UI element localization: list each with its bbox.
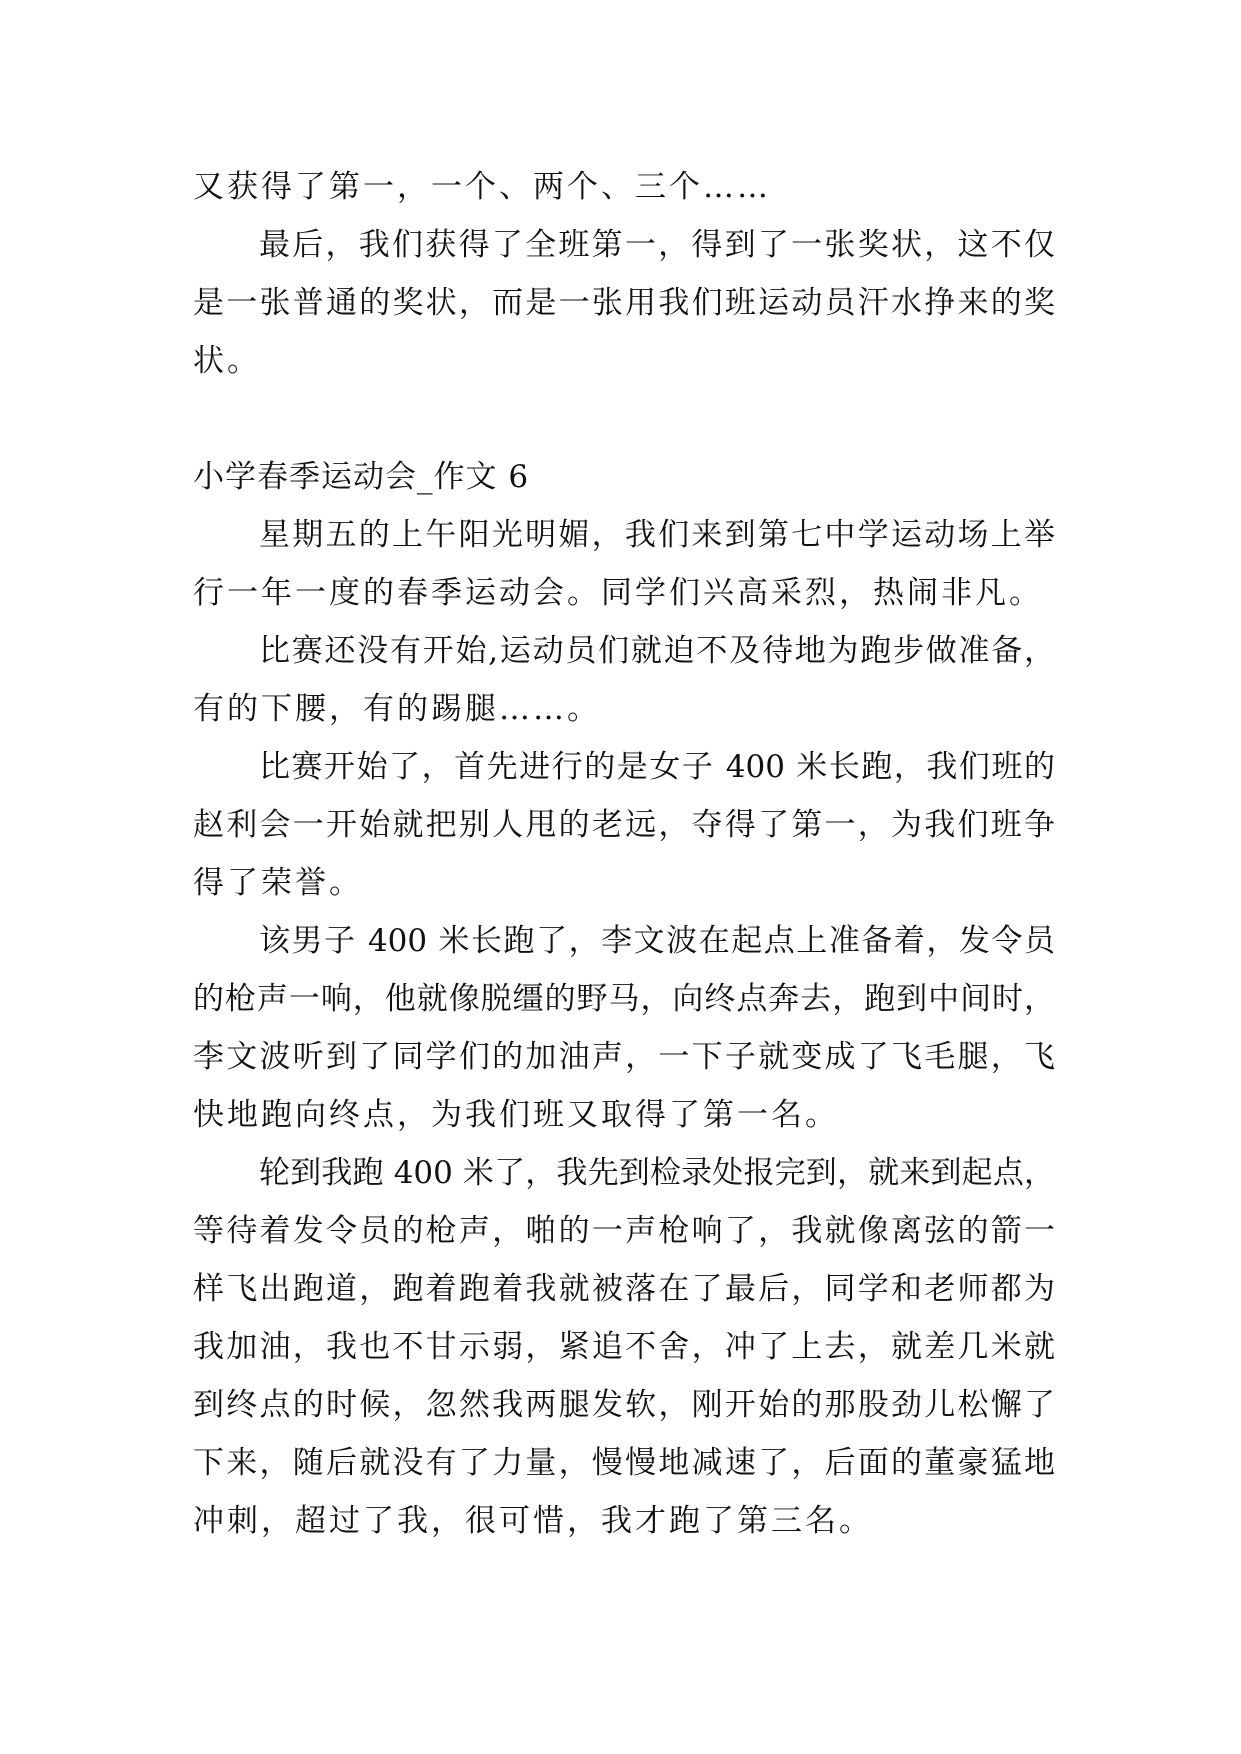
paragraph-line: 是一张普通的奖状，而是一张用我们班运动员汗水挣来的奖 bbox=[193, 285, 1055, 321]
paragraph-line: 有的下腰，有的踢腿……。 bbox=[193, 691, 601, 727]
paragraph-line: 样飞出跑道，跑着跑着我就被落在了最后，同学和老师都为 bbox=[193, 1271, 1055, 1307]
paragraph-line: 轮到我跑 400 米了，我先到检录处报完到，就来到起点， bbox=[259, 1155, 1055, 1191]
paragraph-line: 比赛开始了，首先进行的是女子 400 米长跑，我们班的 bbox=[259, 749, 1055, 785]
paragraph-line: 我加油，我也不甘示弱，紧追不舍，冲了上去，就差几米就 bbox=[193, 1329, 1055, 1365]
paragraph-line: 最后，我们获得了全班第一，得到了一张奖状，这不仅 bbox=[259, 227, 1055, 263]
paragraph-line: 赵利会一开始就把别人甩的老远，夺得了第一，为我们班争 bbox=[193, 807, 1055, 843]
paragraph-line: 星期五的上午阳光明媚，我们来到第七中学运动场上举 bbox=[259, 517, 1055, 553]
paragraph-line: 行一年一度的春季运动会。同学们兴高采烈，热闹非凡。 bbox=[193, 575, 1043, 611]
paragraph-line: 快地跑向终点，为我们班又取得了第一名。 bbox=[193, 1097, 839, 1133]
section-gap bbox=[193, 390, 1055, 448]
essay-title: 小学春季运动会_作文 6 bbox=[193, 459, 530, 495]
paragraph-line: 的枪声一响，他就像脱缰的野马，向终点奔去，跑到中间时， bbox=[193, 981, 1055, 1017]
paragraph-line: 比赛还没有开始,运动员们就迫不及待地为跑步做准备， bbox=[259, 633, 1055, 669]
paragraph-line: 等待着发令员的枪声，啪的一声枪响了，我就像离弦的箭一 bbox=[193, 1213, 1055, 1249]
paragraph-line: 到终点的时候，忽然我两腿发软，刚开始的那股劲儿松懈了 bbox=[193, 1387, 1055, 1423]
text-line: 又获得了第一，一个、两个、三个…… bbox=[193, 169, 771, 205]
paragraph-line: 冲刺，超过了我，很可惜，我才跑了第三名。 bbox=[193, 1503, 873, 1539]
paragraph-line: 该男子 400 米长跑了，李文波在起点上准备着，发令员 bbox=[259, 923, 1055, 959]
paragraph-line: 下来，随后就没有了力量，慢慢地减速了，后面的董豪猛地 bbox=[193, 1445, 1055, 1481]
paragraph-line: 李文波听到了同学们的加油声，一下子就变成了飞毛腿，飞 bbox=[193, 1039, 1055, 1075]
paragraph-line: 状。 bbox=[193, 343, 261, 379]
paragraph-line: 得了荣誉。 bbox=[193, 865, 363, 901]
document-body bbox=[193, 158, 1055, 1550]
